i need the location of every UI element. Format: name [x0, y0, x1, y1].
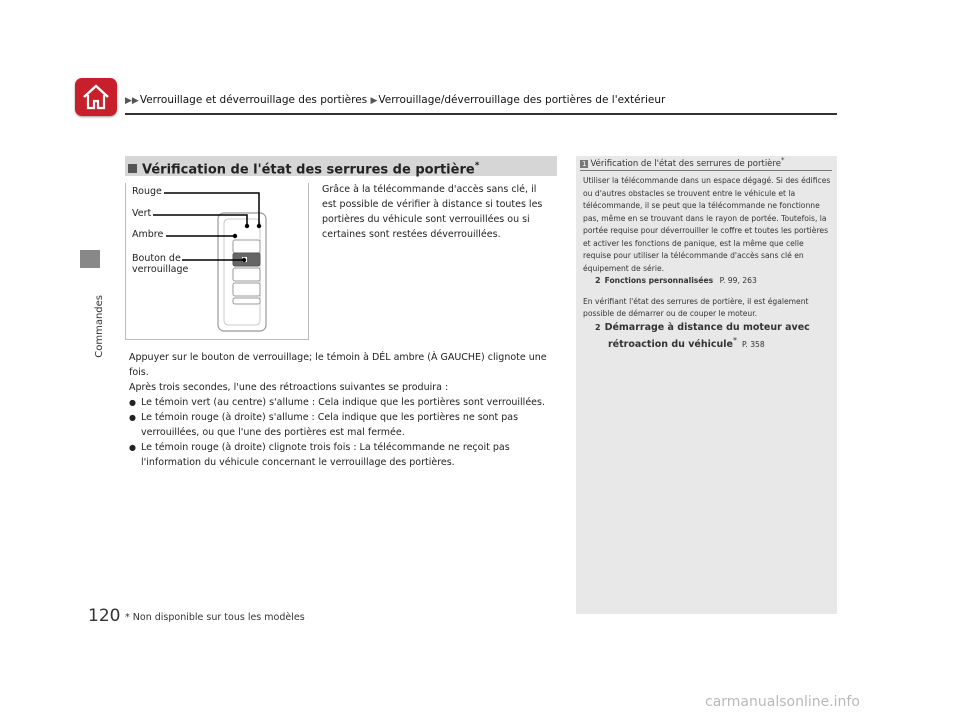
label-bouton-2: verrouillage [132, 264, 189, 275]
label-rouge: Rouge [132, 186, 162, 197]
label-bouton-1: Bouton de [132, 253, 181, 264]
side-note-body [583, 175, 833, 351]
feedback-list [129, 395, 559, 470]
xref-label: Démarrage à distance du moteur avec [604, 321, 810, 333]
breadcrumb [125, 94, 665, 106]
list-item: ● Le témoin rouge (à droite) s'allume : Cela indique que les portières ne sont pas verrouillées, ou que l'une des portières est mal fermée. [129, 410, 559, 440]
xref-page: P. 99, 263 [719, 276, 757, 285]
section-title-marker: * [474, 161, 480, 171]
watermark: carmanualsonline.info [705, 694, 860, 710]
footnote-text: Non disponible sur tous les modèles [132, 612, 305, 623]
header-divider [125, 113, 837, 115]
intro-paragraph: Grâce à la télécommande d'accès sans clé, il est possible de vérifier à distance si toutes les portières du véhicule sont verrouillées ou si certaines sont restées déverrouillées. [322, 184, 543, 240]
xref-demarrage[interactable] [583, 321, 833, 351]
xref-label-2: rétroaction du véhicule [608, 338, 733, 350]
xref-arrow-icon: 2 [595, 322, 601, 332]
label-ambre: Ambre [132, 229, 164, 240]
side-note-para: Utiliser la télécommande dans un espace dégagé. Si des édifices ou d'autres obstacles se trouvent entre le véhicule et la télécommande, il se peut que la télécommande ne fonctionne pas, même en se trouvant dans le rayon de portée. Toutefois, la portée requise pour déverrouiller le coffre et toutes les portières et activer les fonctions de panique, est la même que celle requise pour utiliser la télécommande d'accès sans clé en équipement de série. [583, 176, 831, 273]
side-note-para: En vérifiant l'état des serrures de portière, il est également possible de démarrer ou de couper le moteur. [583, 296, 809, 318]
xref-page: P. 358 [741, 339, 765, 349]
section-heading [125, 156, 557, 176]
side-note-title: Vérification de l'état des serrures de portière [590, 158, 781, 169]
xref-arrow-icon: 2 [595, 276, 601, 285]
list-item: ● Le témoin vert (au centre) s'allume : Cela indique que les portières sont verrouillées. [129, 395, 559, 410]
body-line: Appuyer sur le bouton de verrouillage; le témoin à DÉL ambre (À GAUCHE) clignote une fois. [129, 352, 547, 378]
section-title: Vérification de l'état des serrures de portière [142, 162, 475, 178]
side-note-divider [580, 170, 832, 171]
xref-label: Fonctions personnalisées [604, 276, 714, 285]
section-label: Commandes [94, 295, 105, 358]
breadcrumb-arrow-icon: ▶ [370, 96, 378, 106]
label-vert: Vert [132, 208, 152, 219]
breadcrumb-item-2[interactable]: Verrouillage/déverrouillage des portières de l'extérieur [378, 94, 666, 106]
body-text [129, 350, 559, 470]
footnote-marker: * [125, 612, 130, 623]
section-tab-marker [80, 250, 100, 268]
side-note-number: 1 [582, 159, 587, 168]
list-item: ● Le témoin rouge (à droite) clignote trois fois : La télécommande ne reçoit pas l'information du véhicule concernant le verrouillage des portières. [129, 440, 559, 470]
home-button[interactable] [75, 78, 117, 116]
footnote [125, 612, 305, 623]
breadcrumb-arrow-icon: ▶▶ [125, 96, 139, 106]
xref-marker: * [732, 335, 737, 345]
side-note-title-marker: * [780, 156, 785, 164]
side-note-heading [580, 156, 836, 169]
breadcrumb-item-1[interactable]: Verrouillage et déverrouillage des portières [139, 94, 368, 106]
body-line: Après trois secondes, l'une des rétroactions suivantes se produira : [129, 382, 449, 393]
xref-fonctions[interactable] [583, 275, 833, 288]
page-number: 120 [88, 606, 121, 626]
remote-figure [125, 183, 309, 340]
heading-square-icon [128, 164, 137, 173]
home-icon [81, 83, 111, 111]
